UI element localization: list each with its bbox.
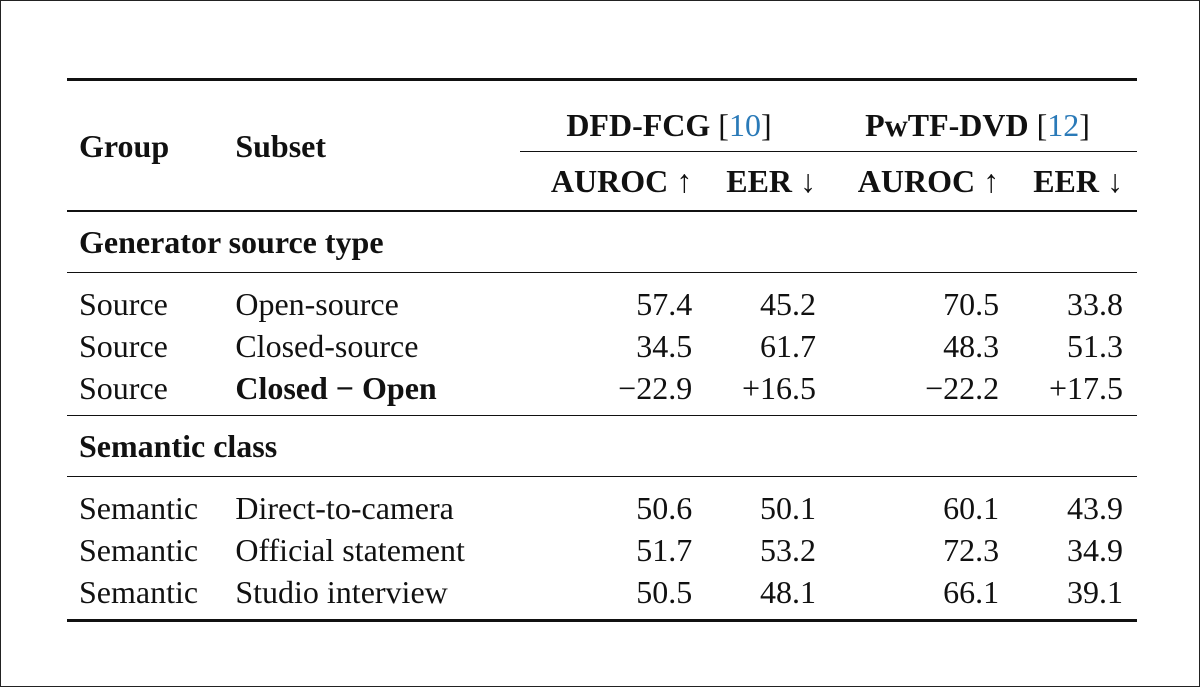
cell-subset: Closed-source xyxy=(235,328,419,364)
metric-auroc-dfd: AUROC ↑ xyxy=(520,152,694,212)
cell-value: 33.8 xyxy=(1067,286,1123,322)
cell-value: 34.5 xyxy=(636,328,693,364)
dataset-name: PwTF-DVD xyxy=(865,107,1029,143)
cell-value: 39.1 xyxy=(1067,574,1123,610)
metric-eer-dfd: EER ↓ xyxy=(694,152,818,212)
cell-value: +16.5 xyxy=(741,370,817,406)
cell-value: 45.2 xyxy=(760,286,817,322)
cell-group: Semantic xyxy=(79,532,199,568)
cell-value: 66.1 xyxy=(943,574,1000,610)
citation[interactable]: [12] xyxy=(1036,107,1090,143)
cell-group: Source xyxy=(79,286,168,322)
cell-group: Source xyxy=(79,370,168,406)
header-dataset-dfd-fcg xyxy=(520,80,818,152)
cell-group: Semantic xyxy=(79,490,199,526)
results-table xyxy=(67,78,1137,622)
table-row xyxy=(67,325,1137,367)
section-title: Semantic class xyxy=(79,428,278,464)
cell-value: +17.5 xyxy=(1048,370,1123,406)
citation-number: 10 xyxy=(728,107,761,143)
cell-value: 51.7 xyxy=(636,532,693,568)
section-title: Generator source type xyxy=(79,224,384,260)
cell-subset: Open-source xyxy=(235,286,399,322)
cell-group: Source xyxy=(79,328,168,364)
cell-value: 60.1 xyxy=(943,490,1000,526)
cell-subset: Closed − Open xyxy=(235,370,437,406)
cell-subset: Official statement xyxy=(235,532,465,568)
cell-value: 48.1 xyxy=(760,574,817,610)
cell-group: Semantic xyxy=(79,574,199,610)
table-row xyxy=(67,273,1137,326)
table-row xyxy=(67,367,1137,416)
cell-subset: Direct-to-camera xyxy=(235,490,454,526)
cell-value: −22.2 xyxy=(925,370,1000,406)
cell-value: 34.9 xyxy=(1067,532,1123,568)
cell-value: 50.6 xyxy=(636,490,693,526)
table-row xyxy=(67,571,1137,621)
cell-value: 48.3 xyxy=(943,328,1000,364)
section-header xyxy=(67,416,1137,477)
cell-value: 50.5 xyxy=(636,574,693,610)
header-row-datasets xyxy=(67,80,1137,152)
section-header xyxy=(67,211,1137,273)
table-row xyxy=(67,529,1137,571)
cell-value: 57.4 xyxy=(636,286,693,322)
metric-auroc-pwtf: AUROC ↑ xyxy=(818,152,1001,212)
header-group: Group xyxy=(79,127,170,164)
cell-value: 72.3 xyxy=(943,532,1000,568)
dataset-name: DFD-FCG xyxy=(566,107,711,143)
table-row xyxy=(67,477,1137,530)
header-dataset-pwtf-dvd xyxy=(818,80,1137,152)
cell-value: 53.2 xyxy=(760,532,817,568)
cell-value: 51.3 xyxy=(1067,328,1123,364)
metric-eer-pwtf: EER ↓ xyxy=(1001,152,1137,212)
cell-subset: Studio interview xyxy=(235,574,448,610)
cell-value: 70.5 xyxy=(943,286,1000,322)
citation[interactable]: [10] xyxy=(718,107,772,143)
cell-value: 43.9 xyxy=(1067,490,1123,526)
citation-number: 12 xyxy=(1047,107,1080,143)
results-table-container xyxy=(67,78,1137,622)
cell-value: 50.1 xyxy=(760,490,817,526)
header-subset: Subset xyxy=(235,127,327,164)
cell-value: 61.7 xyxy=(760,328,817,364)
cell-value: −22.9 xyxy=(618,370,693,406)
